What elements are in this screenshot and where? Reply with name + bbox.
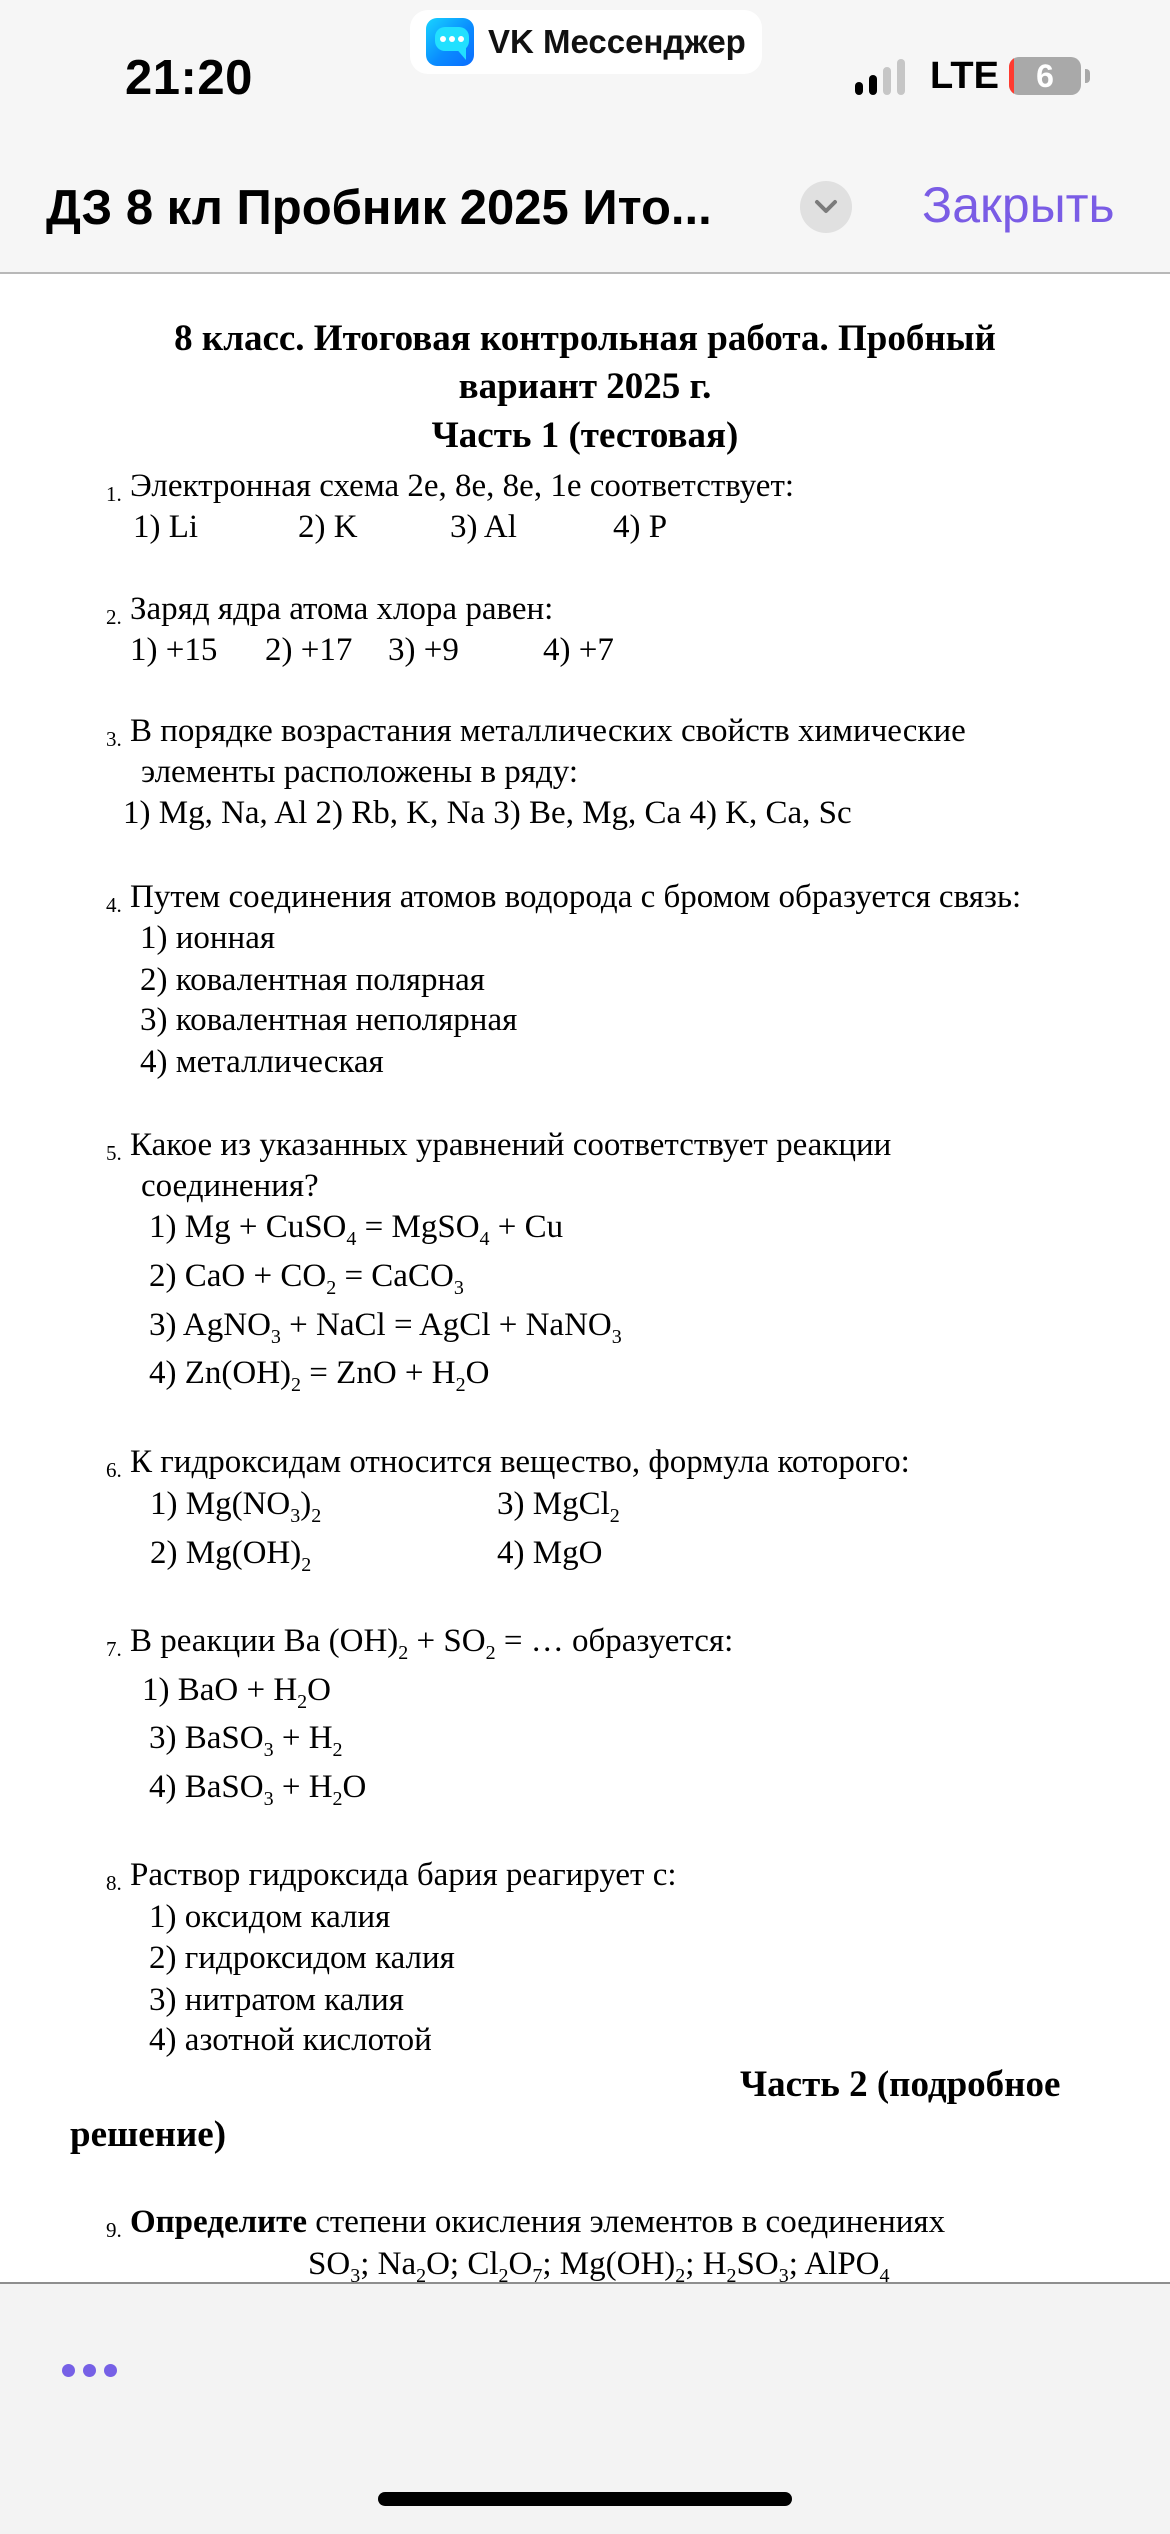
question-number-wrap (106, 1860, 126, 1903)
text-segment: 4) металлическая (140, 1044, 384, 1080)
question-text-line (141, 752, 578, 792)
text-segment: = ZnO + H (301, 1355, 456, 1391)
answer-option (149, 1980, 404, 2020)
subscript: 2 (609, 1505, 620, 1527)
question-text-line (130, 1125, 891, 1165)
answer-option (265, 630, 352, 670)
more-dots-icon (104, 2364, 117, 2377)
answer-option (150, 1484, 322, 1527)
subscript: 4 (346, 1228, 357, 1250)
text-segment: Электронная схема 2е, 8е, 8е, 1е соответствует: (130, 468, 795, 504)
subscript: 2 (297, 1691, 308, 1713)
text-segment: соединения? (141, 1168, 319, 1204)
question-text-line (130, 466, 794, 506)
text-segment: O (342, 1769, 367, 1805)
text-segment: 1) BaO + H (142, 1672, 298, 1708)
text-segment: 3) нитратом калия (149, 1982, 404, 2018)
text-segment: = … образуется: (495, 1623, 734, 1659)
text-segment: Какое из указанных уравнений соответствует реакции (130, 1127, 892, 1163)
question-number-wrap (106, 716, 126, 759)
status-bar (0, 0, 1170, 140)
text-segment: К гидроксидам относится вещество, формула которого: (130, 1444, 910, 1480)
answer-option (150, 1533, 312, 1576)
answer-option (543, 630, 614, 670)
text-segment: Заряд ядра атома хлора равен: (130, 591, 554, 627)
text-segment: 4) азотной кислотой (149, 2022, 432, 2058)
question-number-wrap (106, 1626, 126, 1669)
text-segment: 4) P (613, 509, 668, 545)
text-segment: + SO (408, 1623, 486, 1659)
question-number: 2. (106, 605, 122, 629)
question-number-wrap (106, 2207, 126, 2250)
question-number-wrap (106, 471, 126, 514)
text-segment: 4) +7 (543, 632, 614, 668)
question-number: 1. (106, 482, 122, 506)
text-segment: В реакции Ba (OH) (130, 1623, 399, 1659)
text-segment: ; AlPO (788, 2246, 880, 2282)
text-segment: степени окисления элементов в соединениях (306, 2204, 946, 2240)
answer-option (149, 1305, 622, 1348)
text-segment: 4) MgO (497, 1535, 603, 1571)
subscript: 4 (479, 1228, 490, 1250)
text-segment: 3) AgNO (149, 1307, 271, 1343)
more-dots-icon (83, 2364, 96, 2377)
text-segment: 1) Mg, Na, Al 2) Rb, K, Na 3) Be, Mg, Ca 4) K, Ca, Sc (123, 795, 852, 831)
question-number: 6. (106, 1458, 122, 1482)
text-segment: 1) Mg(NO (150, 1486, 291, 1522)
text-segment: 3) ковалентная неполярная (140, 1002, 518, 1038)
subscript: 2 (416, 2265, 427, 2282)
subscript: 2 (311, 1505, 322, 1527)
answer-option (140, 918, 275, 958)
question-number: 3. (106, 727, 122, 751)
subscript: 3 (270, 1326, 281, 1348)
answer-option (149, 1718, 343, 1761)
battery-cap (1085, 69, 1090, 83)
subscript: 3 (350, 2265, 361, 2282)
doc-title-line-2: вариант 2025 г. (458, 366, 712, 407)
question-text-line (130, 711, 966, 751)
text-segment: Раствор гидроксида бария реагирует с: (130, 1857, 677, 1893)
text-segment: SO (736, 2246, 779, 2282)
text-segment: 2) K (298, 509, 358, 545)
text-segment: ; Na (360, 2246, 417, 2282)
answer-option (149, 1256, 464, 1299)
signal-bar (883, 67, 891, 95)
text-segment: O (307, 1672, 332, 1708)
text-segment: Путем соединения атомов водорода с бромом образуется связь: (130, 879, 1022, 915)
text-segment: O (508, 2246, 533, 2282)
document-page[interactable] (0, 274, 1170, 2282)
doc-title-line-1: 8 класс. Итоговая контрольная работа. Пробный (174, 318, 996, 359)
text-segment: = CaCO (336, 1258, 454, 1294)
answer-option (388, 630, 459, 670)
text-segment: O; Cl (426, 2246, 499, 2282)
signal-bar (855, 82, 863, 95)
signal-bar (897, 59, 905, 95)
more-dots-icon (62, 2364, 75, 2377)
part2-heading-line-2: решение) (70, 2114, 227, 2155)
answer-option (149, 1353, 490, 1396)
question-text-line (130, 2202, 945, 2242)
answer-option (298, 507, 358, 547)
text-segment: 2) Mg(OH) (150, 1535, 302, 1571)
app-switch-pill[interactable] (410, 10, 762, 74)
subscript: 3 (290, 1505, 301, 1527)
question-number-wrap (106, 594, 126, 637)
question-number: 7. (106, 1637, 122, 1661)
text-segment: 4) BaSO (149, 1769, 264, 1805)
text-segment: = MgSO (356, 1209, 480, 1245)
close-button[interactable]: Закрыть (922, 177, 1115, 233)
text-segment: 3) Al (450, 509, 517, 545)
subscript: 3 (263, 1739, 274, 1761)
home-indicator[interactable] (378, 2492, 792, 2506)
subscript: 2 (398, 1642, 409, 1664)
text-segment: 1) Mg + CuSO (149, 1209, 347, 1245)
part1-heading: Часть 1 (тестовая) (431, 415, 739, 456)
answer-option (149, 1767, 367, 1810)
battery-icon (1009, 57, 1081, 95)
subscript: 7 (532, 2265, 543, 2282)
text-segment: 1) +15 (130, 632, 218, 668)
cellular-signal-icon (855, 59, 915, 95)
question-number: 9. (106, 2218, 122, 2242)
subscript: 3 (263, 1788, 274, 1810)
question-text-line (141, 1166, 319, 1206)
question-text-line (130, 1855, 677, 1895)
answer-option (497, 1533, 602, 1573)
subscript: 2 (498, 2265, 509, 2282)
question-number: 4. (106, 893, 122, 917)
chevron-down-icon (814, 197, 838, 217)
document-title[interactable]: ДЗ 8 кл Пробник 2025 Ито... (46, 181, 712, 235)
more-options-button[interactable] (58, 2356, 124, 2386)
answer-option (140, 1000, 517, 1040)
text-segment: В порядке возрастания металлических свойств химические (130, 713, 966, 749)
battery-percent: 6 (1036, 58, 1054, 94)
text-segment: 4) Zn(OH) (149, 1355, 292, 1391)
answer-option (149, 1207, 564, 1250)
viewer-header (0, 140, 1170, 274)
answer-option (142, 1670, 332, 1713)
question-text-line (130, 1442, 910, 1482)
question-text-line (130, 589, 553, 629)
text-segment: 3) MgCl (497, 1486, 610, 1522)
subscript: 2 (455, 1374, 466, 1396)
text-segment: 2) гидроксидом калия (149, 1940, 455, 1976)
answer-option (149, 1938, 455, 1978)
question-number: 8. (106, 1871, 122, 1895)
subscript: 2 (291, 1374, 302, 1396)
text-segment: 2) CaO + CO (149, 1258, 327, 1294)
app-name: VK Мессенджер (488, 23, 746, 60)
answer-option (149, 2020, 432, 2060)
subscript: 2 (675, 2265, 686, 2282)
answer-option (450, 507, 517, 547)
text-segment: + H (273, 1720, 333, 1756)
bold-text: Определите (130, 2204, 307, 2240)
text-segment: 3) BaSO (149, 1720, 264, 1756)
subscript: 4 (879, 2265, 890, 2282)
subscript: 3 (611, 1326, 622, 1348)
answer-option (149, 1897, 390, 1937)
answer-option (133, 507, 198, 547)
vk-messenger-app-icon (426, 18, 474, 66)
answer-option (613, 507, 667, 547)
subscript: 2 (301, 1554, 312, 1576)
bottom-toolbar (0, 2282, 1170, 2534)
answer-option (140, 960, 485, 1000)
answer-option (123, 793, 852, 833)
text-segment: + Cu (489, 1209, 564, 1245)
text-segment: 1) ионная (140, 920, 276, 956)
text-segment: + H (273, 1769, 333, 1805)
text-segment: ; Mg(OH) (542, 2246, 676, 2282)
subscript: 2 (332, 1788, 343, 1810)
title-menu-button[interactable] (800, 181, 852, 233)
subscript: 2 (326, 1277, 337, 1299)
text-segment: O (465, 1355, 490, 1391)
answer-option (497, 1484, 620, 1527)
subscript: 2 (726, 2265, 737, 2282)
question-text-line (130, 877, 1021, 917)
compound-list (308, 2244, 890, 2282)
question-number: 5. (106, 1141, 122, 1165)
text-segment: 2) ковалентная полярная (140, 962, 485, 998)
text-segment: 1) оксидом калия (149, 1899, 391, 1935)
question-number-wrap (106, 882, 126, 925)
answer-option (130, 630, 217, 670)
signal-bar (869, 75, 877, 95)
text-segment: 2) +17 (265, 632, 353, 668)
subscript: 2 (485, 1642, 496, 1664)
answer-option (140, 1042, 384, 1082)
text-segment: 1) Li (133, 509, 199, 545)
subscript: 3 (778, 2265, 789, 2282)
text-segment: ) (300, 1486, 312, 1522)
subscript: 3 (453, 1277, 464, 1299)
status-time: 21:20 (125, 51, 253, 105)
question-number-wrap (106, 1130, 126, 1173)
text-segment: 3) +9 (388, 632, 459, 668)
network-type: LTE (930, 55, 999, 97)
subscript: 2 (332, 1739, 343, 1761)
question-text-line (130, 1621, 734, 1664)
part2-heading-line-1: Часть 2 (подробное (740, 2064, 1061, 2105)
text-segment: ; H (685, 2246, 727, 2282)
question-number-wrap (106, 1447, 126, 1490)
text-segment: SO (308, 2246, 351, 2282)
text-segment: + NaCl = AgCl + NaNO (280, 1307, 612, 1343)
text-segment: элементы расположены в ряду: (141, 754, 579, 790)
